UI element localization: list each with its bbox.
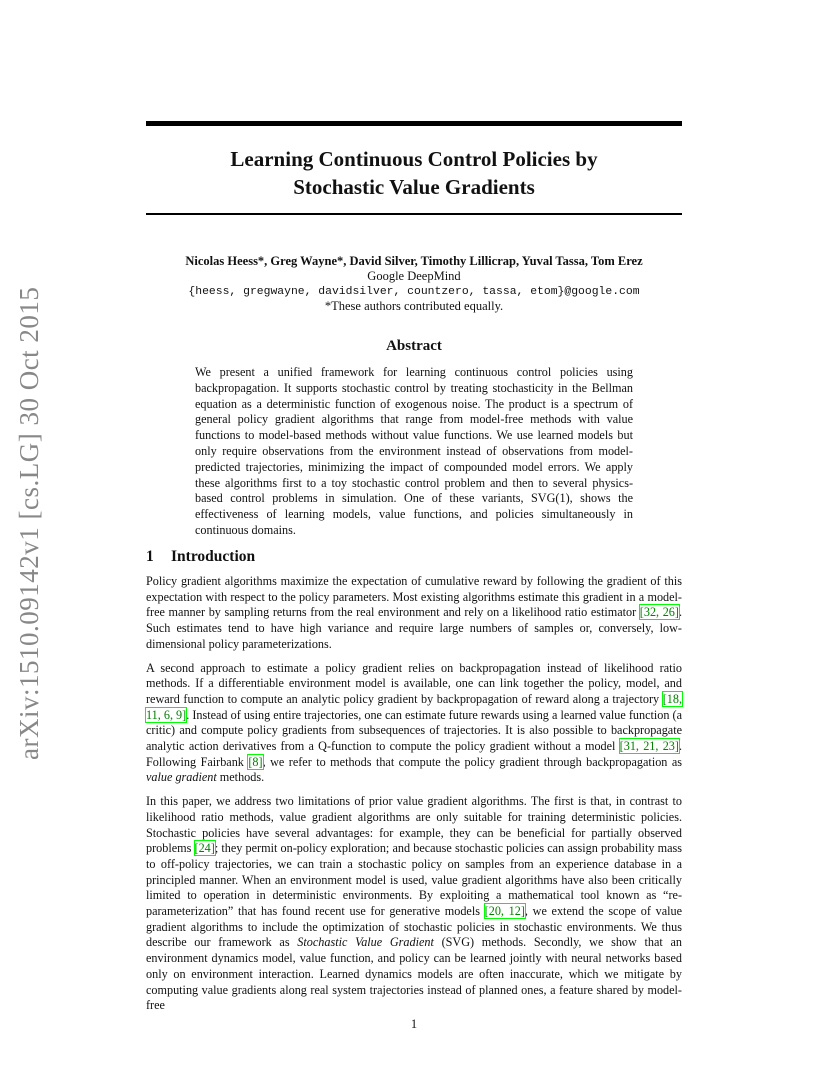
paper-title [146, 145, 682, 201]
title-bottom-rule [146, 213, 682, 215]
emphasis: value gradient [146, 770, 217, 785]
abstract-heading: Abstract [386, 338, 442, 354]
text-run: , we extend the scope of value gradient algorithms to include the optimization of stochastic policies in stochastic environments. We thus describe our framework as [146, 904, 682, 950]
text-run: . Following Fairbank [146, 739, 682, 769]
citation-link[interactable]: [20, 12] [484, 904, 525, 919]
page-number: 1 [410, 1017, 418, 1031]
title-top-rule [146, 121, 682, 126]
section-heading [146, 548, 255, 566]
text-run: . Such estimates tend to have high variance and require large numbers of samples or, conversely, low-dimensional policy parameterizations. [146, 605, 683, 651]
text-run: Policy gradient algorithms maximize the expectation of cumulative reward by following the gradient of this expectation with respect to the policy parameters. Most existing algorithms estimate this gradient in a model-free manner by sampling returns from the real environment and rely on a likelihood ratio estimator [146, 574, 682, 620]
text-run: ; they permit on-policy exploration; and because stochastic policies can assign probability mass to off-policy trajectories, we can train a stochastic policy on samples from an experience database in a principled manner. When an environment model is used, value gradient algorithms have also been critically limited to operation in deterministic environments. By exploiting a mathematical tool known as “re-parameterization” that has found recent use for generative models [146, 841, 682, 919]
paragraph-2 [146, 661, 682, 787]
citation-link[interactable]: [31, 21, 23] [619, 739, 679, 754]
text-run: methods. [216, 770, 265, 785]
paragraph-3 [146, 794, 682, 1014]
affiliation: Google DeepMind [367, 269, 461, 283]
emphasis: Stochastic Value Gradient [297, 935, 434, 950]
citation-link[interactable]: [24] [194, 841, 215, 856]
citation-link[interactable]: [8] [248, 754, 263, 769]
title-line-1: Learning Continuous Control Policies by [230, 147, 598, 171]
text-run: (SVG) methods. Secondly, we show that an environment dynamics model, value function, and policy can be learned jointly with neural networks based only on environment interaction. Learned dynamics models are often inaccurate, which we mitigate by computing value gradients along real system trajectories instead of planned ones, a feature shared by model-free [146, 935, 682, 1013]
section-number: 1 [146, 548, 154, 565]
author-emails: {heess, gregwayne, davidsilver, countzero, tassa, etom}@google.com [188, 286, 640, 298]
text-run: In this paper, we address two limitations of prior value gradient algorithms. The first is that, in contrast to likelihood ratio methods, value gradient algorithms are only suitable for training deterministic policies. Stochastic policies have several advantages: for example, they can be beneficial for partially observed problems [146, 794, 682, 856]
author-list: Nicolas Heess*, Greg Wayne*, David Silver, Timothy Lillicrap, Yuval Tassa, Tom Erez [185, 254, 643, 268]
body-text [146, 574, 682, 1022]
arxiv-stamp: arXiv:1510.09142v1 [cs.LG] 30 Oct 2015 [14, 286, 44, 760]
text-run: A second approach to estimate a policy gradient relies on backpropagation instead of likelihood ratio methods. If a differentiable environment model is available, one can link together the policy, model, and reward function to compute an analytic policy gradient by backpropagation of reward along a trajectory [146, 660, 682, 706]
text-run: , we refer to methods that compute the policy gradient through backpropagation as [262, 754, 683, 769]
paragraph-1 [146, 574, 682, 653]
equal-contribution-note: *These authors contributed equally. [324, 299, 504, 313]
citation-link[interactable]: [32, 26] [639, 605, 679, 620]
citation-link[interactable]: [18, 11, 6, 9] [146, 691, 682, 722]
section-title: Introduction [171, 548, 256, 565]
abstract-text: We present a unified framework for learning continuous control policies using backpropagation. It supports stochastic control by treating stochasticity in the Bellman equation as a deterministic function of exogenous noise. The product is a spectrum of general policy gradient algorithms that range from model-free methods with value functions to model-based methods without value functions. We use learned models but only require observations from the environment instead of observations from model-predicted trajectories, minimizing the impact of compounded model errors. We apply these algorithms first to a toy stochastic control problem and then to several physics-based control problems in simulation. One of these variants, SVG(1), shows the effectiveness of learning models, value functions, and policies simultaneously in continuous domains. [195, 365, 633, 537]
title-line-2: Stochastic Value Gradients [293, 175, 535, 199]
text-run: . Instead of using entire trajectories, one can estimate future rewards using a learned value function (a critic) and compute policy gradients from subsequences of trajectories. It is also possible to backpropagate analytic action derivatives from a Q-function to compute the policy gradient without a model [146, 707, 682, 754]
